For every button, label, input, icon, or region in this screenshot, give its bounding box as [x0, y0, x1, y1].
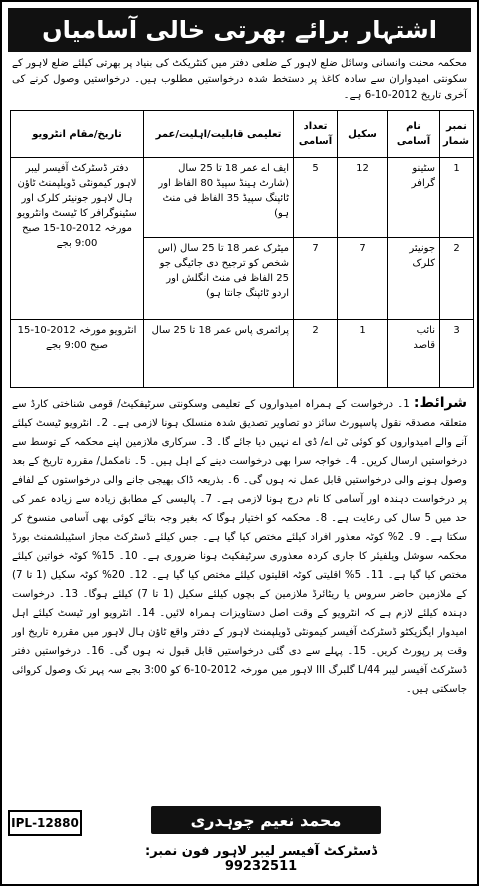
- row2-post: جونیئر کلرک: [388, 238, 440, 320]
- vacancy-table: [10, 110, 474, 388]
- conditions-text: 1۔ درخواست کے ہمراہ امیدواروں کے تعلیمی وسکونتی سرٹیفکیٹ/ قومی شناختی کارڈ سے متعلقہ مصدقہ نقول پاسپورٹ سائز دو تصاویر تصدیق شدہ منسلک ہونا لازمی ہے۔ 2۔ انٹرویو ٹیسٹ کیلئے آنے والے امیدواروں کو کوئی ٹی اے/ ڈی اے نہیں دیا جائے گا۔ 3۔ سرکاری ملازمین اپنے محکمہ کے توسط سے درخواستیں ارسال کریں۔ 4۔ خواجہ سرا بھی درخواست دینے کے اہل ہیں۔ 5۔ نامکمل/ مقررہ تاریخ کے بعد وصول ہونے والی درخواستیں قابل عمل نہ ہوں گی۔ 6۔ بذریعہ ڈاک بھیجی جانے والی درخواستوں کے لفافے پر درخواست دہندہ اور آسامی کا نام درج ہونا لازمی ہے۔ 7۔ پالیسی کے مطابق زیادہ سے زیادہ عمر کی حد میں 5 سال کی رعایت ہے۔ 8۔ محکمہ کو اختیار ہوگا کہ بغیر وجہ بتائے کوئی بھی آسامی منسوخ کر سکتا ہے۔ 9۔ 2% کوٹہ معذور افراد کیلئے مختص کیا گیا ہے۔ جس کیلئے ڈسٹرکٹ مجاز اسٹیبلشمنٹ بورڈ محکمہ سوشل ویلفیئر کا جاری کردہ معذوری سرٹیفکیٹ ہونا ضروری ہے۔ 10۔ 15% کوٹہ خواتین کیلئے مختص کیا گیا ہے۔ 11۔ 5% اقلیتی کوٹہ اقلیتوں کیلئے مختص کیا گیا ہے۔ 12۔ 20% کوٹہ سکیل (1 تا 7) کے ملازمین حاضر سروس یا ریٹائرڈ ملازمین کے بچوں کیلئے سکیل (1 تا 7) کیلئے ہوگا۔ 13۔ درخواست دہندہ کیلئے لازم ہے کہ انٹرویو کے وقت اصل دستاویزات ہمراہ لائیں۔ 14۔ انٹرویو اور ٹیسٹ کیلئے اہل امیدوار ایگزیکٹو ڈسٹرکٹ آفیسر کیمونٹی ڈویلپمنٹ لاہور کے دفتر واقع ٹاؤن ہال لاہور میں مقررہ تاریخ اور وقت پر رپورٹ کریں۔ 15۔ پہلے سے دی گئی درخواستیں قابل قبول نہ ہوں گی۔ 16۔ درخواستیں دفتر ڈسٹرکٹ آفیسر لیبر 44/L گلبرگ III لاہور میں مورخہ 2012-10-6 کو 3:00 بجے سہ پہر تک وصول کروائی جاسکتی ہیں۔: [12, 399, 468, 695]
- header-count: تعداد آسامی: [294, 111, 338, 158]
- officer-designation: ڈسٹرکٹ آفیسر لیبر لاہور فون نمبر: 99232511: [145, 844, 377, 874]
- conditions-heading: شرائط:: [413, 395, 467, 411]
- header-post: نام آسامی: [388, 111, 440, 158]
- row3-post: نائب قاصد: [388, 320, 440, 388]
- row3-interview: انٹرویو مورخہ 2012-10-15 صبح 9:00 بجے: [11, 320, 144, 388]
- row3-serial: 3: [440, 320, 474, 388]
- header-interview: تاریخ/مقام انٹرویو: [11, 111, 144, 158]
- table-header-row: [11, 111, 474, 158]
- header-serial: نمبر شمار: [440, 111, 474, 158]
- row1-count: 5: [294, 158, 338, 238]
- header-scale: سکیل: [338, 111, 388, 158]
- row1-interview: دفتر ڈسٹرکٹ آفیسر لیبر لاہور کیمونٹی ڈویلپمنٹ ٹاؤن ہال لاہور جونیئر کلرک اور سٹینوگرافر کا ٹیسٹ وانٹرویو مورخہ 2012-10-15 صبح 9:00 بجے: [11, 158, 144, 320]
- row2-count: 7: [294, 238, 338, 320]
- row1-scale: 12: [338, 158, 388, 238]
- row2-serial: 2: [440, 238, 474, 320]
- row3-scale: 1: [338, 320, 388, 388]
- ipl-number: IPL-12880: [8, 810, 82, 836]
- ad-title: اشتہار برائے بھرتی خالی آسامیاں: [8, 8, 471, 52]
- table-row: [11, 158, 474, 238]
- conditions-section: [2, 388, 477, 699]
- intro-text: محکمہ محنت وانسانی وسائل ضلع لاہور کے ضلعی دفتر میں کنٹریکٹ کی بنیاد پر بھرتی کیلئے ضلع لاہور کے سکونتی امیدواران سے سادہ کاغذ پر دستخط شدہ درخواستیں مطلوب ہیں۔ درخواستیں وصول کرنے کی آخری تاریخ 2012-10-6 ہے۔: [12, 58, 467, 101]
- row2-qualification: میٹرک عمر 18 تا 25 سال (اس شخص کو ترجیح دی جائیگی جو 25 الفاظ فی منٹ انگلش اور اردو ٹائپنگ جانتا ہو): [144, 238, 294, 320]
- table-row: [11, 320, 474, 388]
- row3-qualification: پرائمری پاس عمر 18 تا 25 سال: [144, 320, 294, 388]
- row3-count: 2: [294, 320, 338, 388]
- row2-scale: 7: [338, 238, 388, 320]
- header-qualification: تعلیمی قابلیت/اہلیت/عمر: [144, 111, 294, 158]
- row1-qualification: ایف اے عمر 18 تا 25 سال (شارٹ ہینڈ سپیڈ 80 الفاظ اور ٹائپنگ سپیڈ 35 الفاظ فی منٹ ہو): [144, 158, 294, 238]
- officer-name: محمد نعیم چوہدری: [151, 806, 381, 834]
- footer: [8, 804, 471, 876]
- row1-serial: 1: [440, 158, 474, 238]
- row1-post: سٹینو گرافر: [388, 158, 440, 238]
